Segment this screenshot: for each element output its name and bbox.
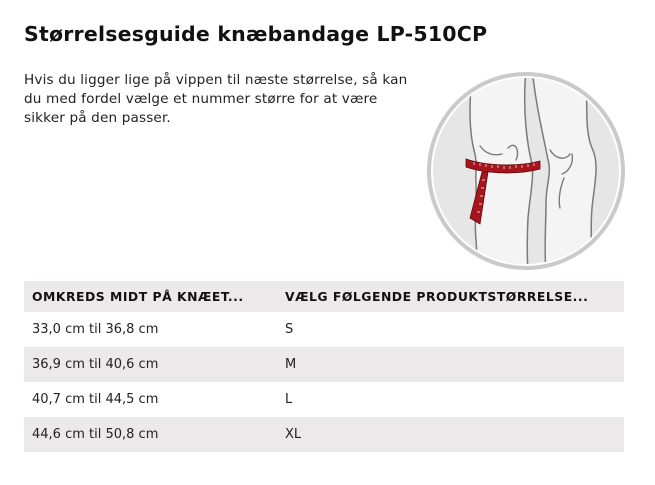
table-row — [24, 347, 624, 382]
measurement-cell: 36,9 cm til 40,6 cm — [24, 347, 274, 382]
page-title: Størrelsesguide knæbandage LP-510CP — [24, 22, 488, 46]
intro-text: Hvis du ligger lige på vippen til næste størrelse, så kan du med fordel vælge et nummer større for at være sikker på den passer. — [24, 72, 408, 126]
table-row — [24, 417, 624, 452]
knee-measuring-tape-icon — [424, 68, 628, 274]
table-row — [24, 382, 624, 417]
header-knee-circumference: OMKREDS MIDT PÅ KNÆET... — [24, 281, 274, 312]
size-cell: XL — [274, 417, 624, 452]
measurement-cell: 40,7 cm til 44,5 cm — [32, 392, 159, 407]
knee-measurement-illustration — [424, 68, 628, 274]
size-cell: S — [285, 322, 294, 337]
size-cell: L — [285, 392, 293, 407]
table-header-row — [24, 281, 624, 312]
measurement-cell: 44,6 cm til 50,8 cm — [24, 417, 274, 452]
measurement-cell: 33,0 cm til 36,8 cm — [32, 322, 159, 337]
size-cell: M — [274, 347, 624, 382]
size-table — [24, 281, 624, 452]
header-product-size: VÆLG FØLGENDE PRODUKTSTØRRELSE... — [274, 281, 624, 312]
table-row — [24, 312, 624, 347]
